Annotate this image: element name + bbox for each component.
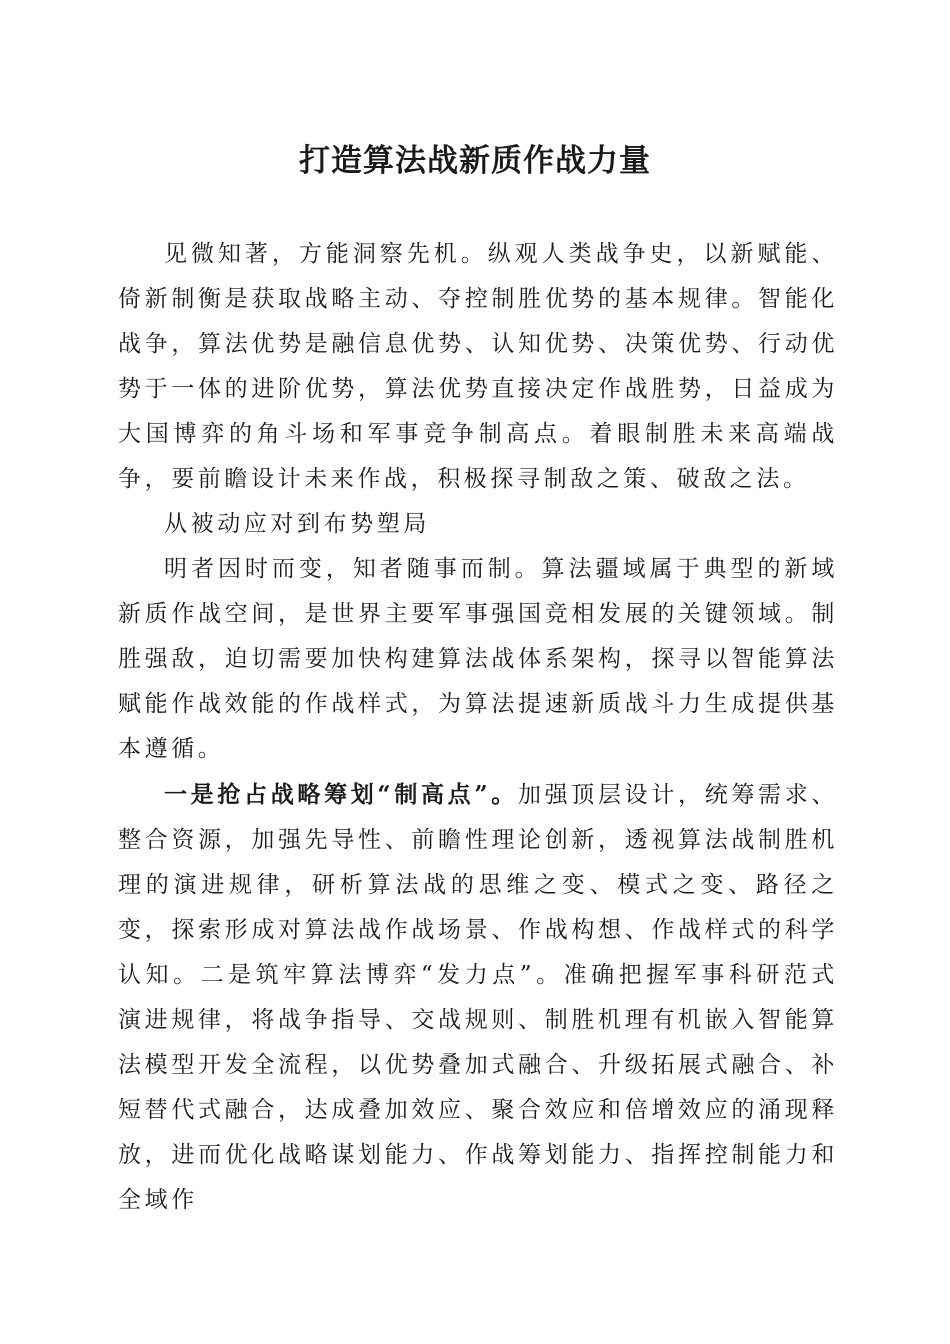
paragraph-context-text: 明者因时而变，知者随事而制。算法疆域属于典型的新域新质作战空间，是世界主要军事强国竞相发展的关键领域。制胜强敌，迫切需要加快构建算法战体系架构，探寻以智能算法赋能作战效能的作战样式，为算法提速新质战斗力生成提供基本遵循。 bbox=[118, 556, 838, 762]
paragraph-points bbox=[118, 772, 838, 1223]
paragraph-points-lead: 一是抢占战略筹划“制高点”。 bbox=[164, 781, 518, 808]
paragraph-points-text: 加强顶层设计，统筹需求、整合资源，加强先导性、前瞻性理论创新，透视算法战制胜机理的演进规律，研析算法战的思维之变、模式之变、路径之变，探索形成对算法战作战场景、作战构想、作战样式的科学认知。二是筑牢算法博弈“发力点”。准确把握军事科研范式演进规律，将战争指导、交战规则、制胜机理有机嵌入智能算法模型开发全流程，以优势叠加式融合、升级拓展式融合、补短替代式融合，达成叠加效应、聚合效应和倍增效应的涌现释放，进而优化战略谋划能力、作战筹划能力、指挥控制能力和全域作 bbox=[118, 782, 839, 1213]
section-heading bbox=[118, 502, 838, 547]
section-heading-text: 从被动应对到布势塑局 bbox=[164, 511, 430, 537]
paragraph-context bbox=[118, 547, 838, 772]
document-title: 打造算法战新质作战力量 bbox=[299, 143, 651, 179]
document-body bbox=[118, 232, 838, 1223]
paragraph-intro-text: 见微知著，方能洞察先机。纵观人类战争史，以新赋能、倚新制衡是获取战略主动、夺控制胜优势的基本规律。智能化战争，算法优势是融信息优势、认知优势、决策优势、行动优势于一体的进阶优势，算法优势直接决定作战胜势，日益成为大国博弈的角斗场和军事竞争制高点。着眼制胜未来高端战争，要前瞻设计未来作战，积极探寻制敌之策、破敌之法。 bbox=[118, 241, 838, 492]
paragraph-intro bbox=[118, 232, 838, 502]
